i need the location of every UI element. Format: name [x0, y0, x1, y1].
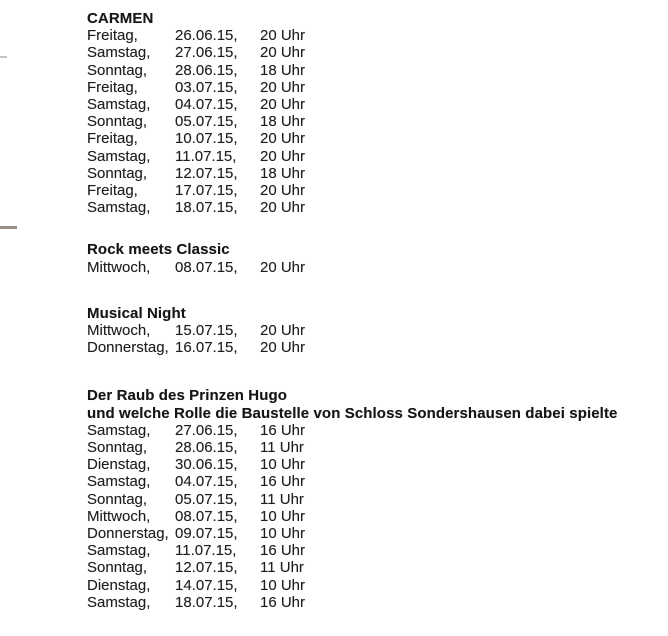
day-cell: Donnerstag, [87, 525, 169, 543]
time-cell: 20 Uhr [260, 339, 306, 357]
date-cell: 15.07.15, [175, 322, 238, 340]
time-cell: 16 Uhr [260, 473, 306, 491]
schedule-row [87, 130, 668, 147]
schedule-rows [87, 27, 668, 216]
time-cell: 11 Uhr [260, 559, 304, 577]
schedule-row [87, 422, 668, 439]
event-title: CARMEN [87, 10, 154, 27]
schedule-row [87, 62, 668, 79]
schedule-row [87, 199, 668, 216]
time-cell: 18 Uhr [260, 113, 306, 131]
schedule-row [87, 148, 668, 165]
event-title: Der Raub des Prinzen Hugo [87, 387, 288, 405]
day-cell: Freitag, [87, 78, 138, 96]
schedule-rows [87, 422, 668, 611]
day-cell: Sonntag, [87, 61, 148, 79]
date-cell: 12.07.15, [175, 559, 238, 577]
day-cell: Freitag, [87, 130, 138, 148]
time-cell: 10 Uhr [260, 456, 306, 474]
date-cell: 04.07.15, [175, 473, 238, 491]
schedule-row [87, 525, 668, 542]
day-cell: Samstag, [87, 44, 151, 62]
date-cell: 12.07.15, [175, 164, 238, 182]
day-cell: Mittwoch, [87, 258, 151, 276]
date-cell: 05.07.15, [175, 113, 238, 131]
date-cell: 11.07.15, [175, 542, 237, 560]
date-cell: 04.07.15, [175, 96, 238, 114]
day-cell: Sonntag, [87, 113, 148, 131]
schedule-row [87, 27, 668, 44]
time-cell: 18 Uhr [260, 164, 306, 182]
time-cell: 20 Uhr [260, 182, 306, 200]
schedule-row [87, 96, 668, 113]
date-cell: 17.07.15, [175, 182, 238, 200]
date-cell: 10.07.15, [175, 130, 238, 148]
day-cell: Sonntag, [87, 164, 148, 182]
event-title: Musical Night [87, 304, 186, 322]
date-cell: 05.07.15, [175, 490, 238, 508]
day-cell: Sonntag, [87, 559, 148, 577]
schedule-row [87, 456, 668, 473]
time-cell: 20 Uhr [260, 44, 306, 62]
schedule-rows [87, 259, 668, 276]
time-cell: 20 Uhr [260, 322, 306, 340]
time-cell: 11 Uhr [260, 439, 304, 457]
schedule-row [87, 508, 668, 525]
date-cell: 30.06.15, [175, 456, 238, 474]
day-cell: Dienstag, [87, 576, 151, 594]
time-cell: 10 Uhr [260, 576, 306, 594]
day-cell: Samstag, [87, 199, 151, 217]
schedule-row [87, 44, 668, 61]
time-cell: 20 Uhr [260, 27, 306, 45]
date-cell: 08.07.15, [175, 258, 238, 276]
schedule-rows [87, 322, 668, 356]
schedule-row [87, 259, 668, 276]
date-cell: 18.07.15, [175, 199, 238, 217]
day-cell: Samstag, [87, 421, 151, 439]
event-title: Rock meets Classic [87, 241, 230, 259]
schedule-row [87, 322, 668, 339]
event-section [87, 241, 668, 275]
event-schedule-document [87, 10, 668, 636]
day-cell: Samstag, [87, 473, 151, 491]
date-cell: 27.06.15, [175, 44, 238, 62]
day-cell: Mittwoch, [87, 322, 151, 340]
schedule-row [87, 542, 668, 559]
time-cell: 20 Uhr [260, 147, 306, 165]
event-subtitle: und welche Rolle die Baustelle von Schloss Sondershausen dabei spielte [87, 404, 618, 422]
day-cell: Dienstag, [87, 456, 151, 474]
day-cell: Freitag, [87, 182, 138, 200]
schedule-row [87, 594, 668, 611]
time-cell: 16 Uhr [260, 421, 306, 439]
time-cell: 10 Uhr [260, 507, 306, 525]
day-cell: Samstag, [87, 96, 151, 114]
schedule-row [87, 165, 668, 182]
schedule-row [87, 79, 668, 96]
date-cell: 16.07.15, [175, 339, 238, 357]
event-section [87, 10, 668, 216]
time-cell: 20 Uhr [260, 130, 306, 148]
day-cell: Sonntag, [87, 490, 148, 508]
day-cell: Samstag, [87, 593, 151, 611]
day-cell: Mittwoch, [87, 507, 151, 525]
schedule-row [87, 182, 668, 199]
scan-artifact-dash [0, 226, 17, 229]
date-cell: 28.06.15, [175, 439, 238, 457]
time-cell: 20 Uhr [260, 96, 306, 114]
time-cell: 20 Uhr [260, 199, 306, 217]
date-cell: 28.06.15, [175, 61, 238, 79]
date-cell: 26.06.15, [175, 27, 238, 45]
date-cell: 18.07.15, [175, 593, 238, 611]
schedule-row [87, 559, 668, 576]
time-cell: 16 Uhr [260, 542, 306, 560]
event-section [87, 387, 668, 611]
time-cell: 20 Uhr [260, 78, 306, 96]
date-cell: 11.07.15, [175, 147, 237, 165]
day-cell: Freitag, [87, 27, 138, 45]
date-cell: 08.07.15, [175, 507, 238, 525]
schedule-row [87, 491, 668, 508]
date-cell: 03.07.15, [175, 78, 238, 96]
schedule-row [87, 473, 668, 490]
schedule-row [87, 577, 668, 594]
schedule-row [87, 339, 668, 356]
time-cell: 16 Uhr [260, 593, 306, 611]
schedule-row [87, 113, 668, 130]
schedule-row [87, 439, 668, 456]
time-cell: 11 Uhr [260, 490, 304, 508]
day-cell: Donnerstag, [87, 339, 169, 357]
day-cell: Samstag, [87, 542, 151, 560]
date-cell: 14.07.15, [175, 576, 238, 594]
scan-artifact-dash [0, 56, 7, 58]
day-cell: Samstag, [87, 147, 151, 165]
time-cell: 18 Uhr [260, 61, 306, 79]
date-cell: 27.06.15, [175, 421, 238, 439]
event-section [87, 305, 668, 357]
date-cell: 09.07.15, [175, 525, 238, 543]
time-cell: 20 Uhr [260, 258, 306, 276]
day-cell: Sonntag, [87, 439, 148, 457]
time-cell: 10 Uhr [260, 525, 306, 543]
